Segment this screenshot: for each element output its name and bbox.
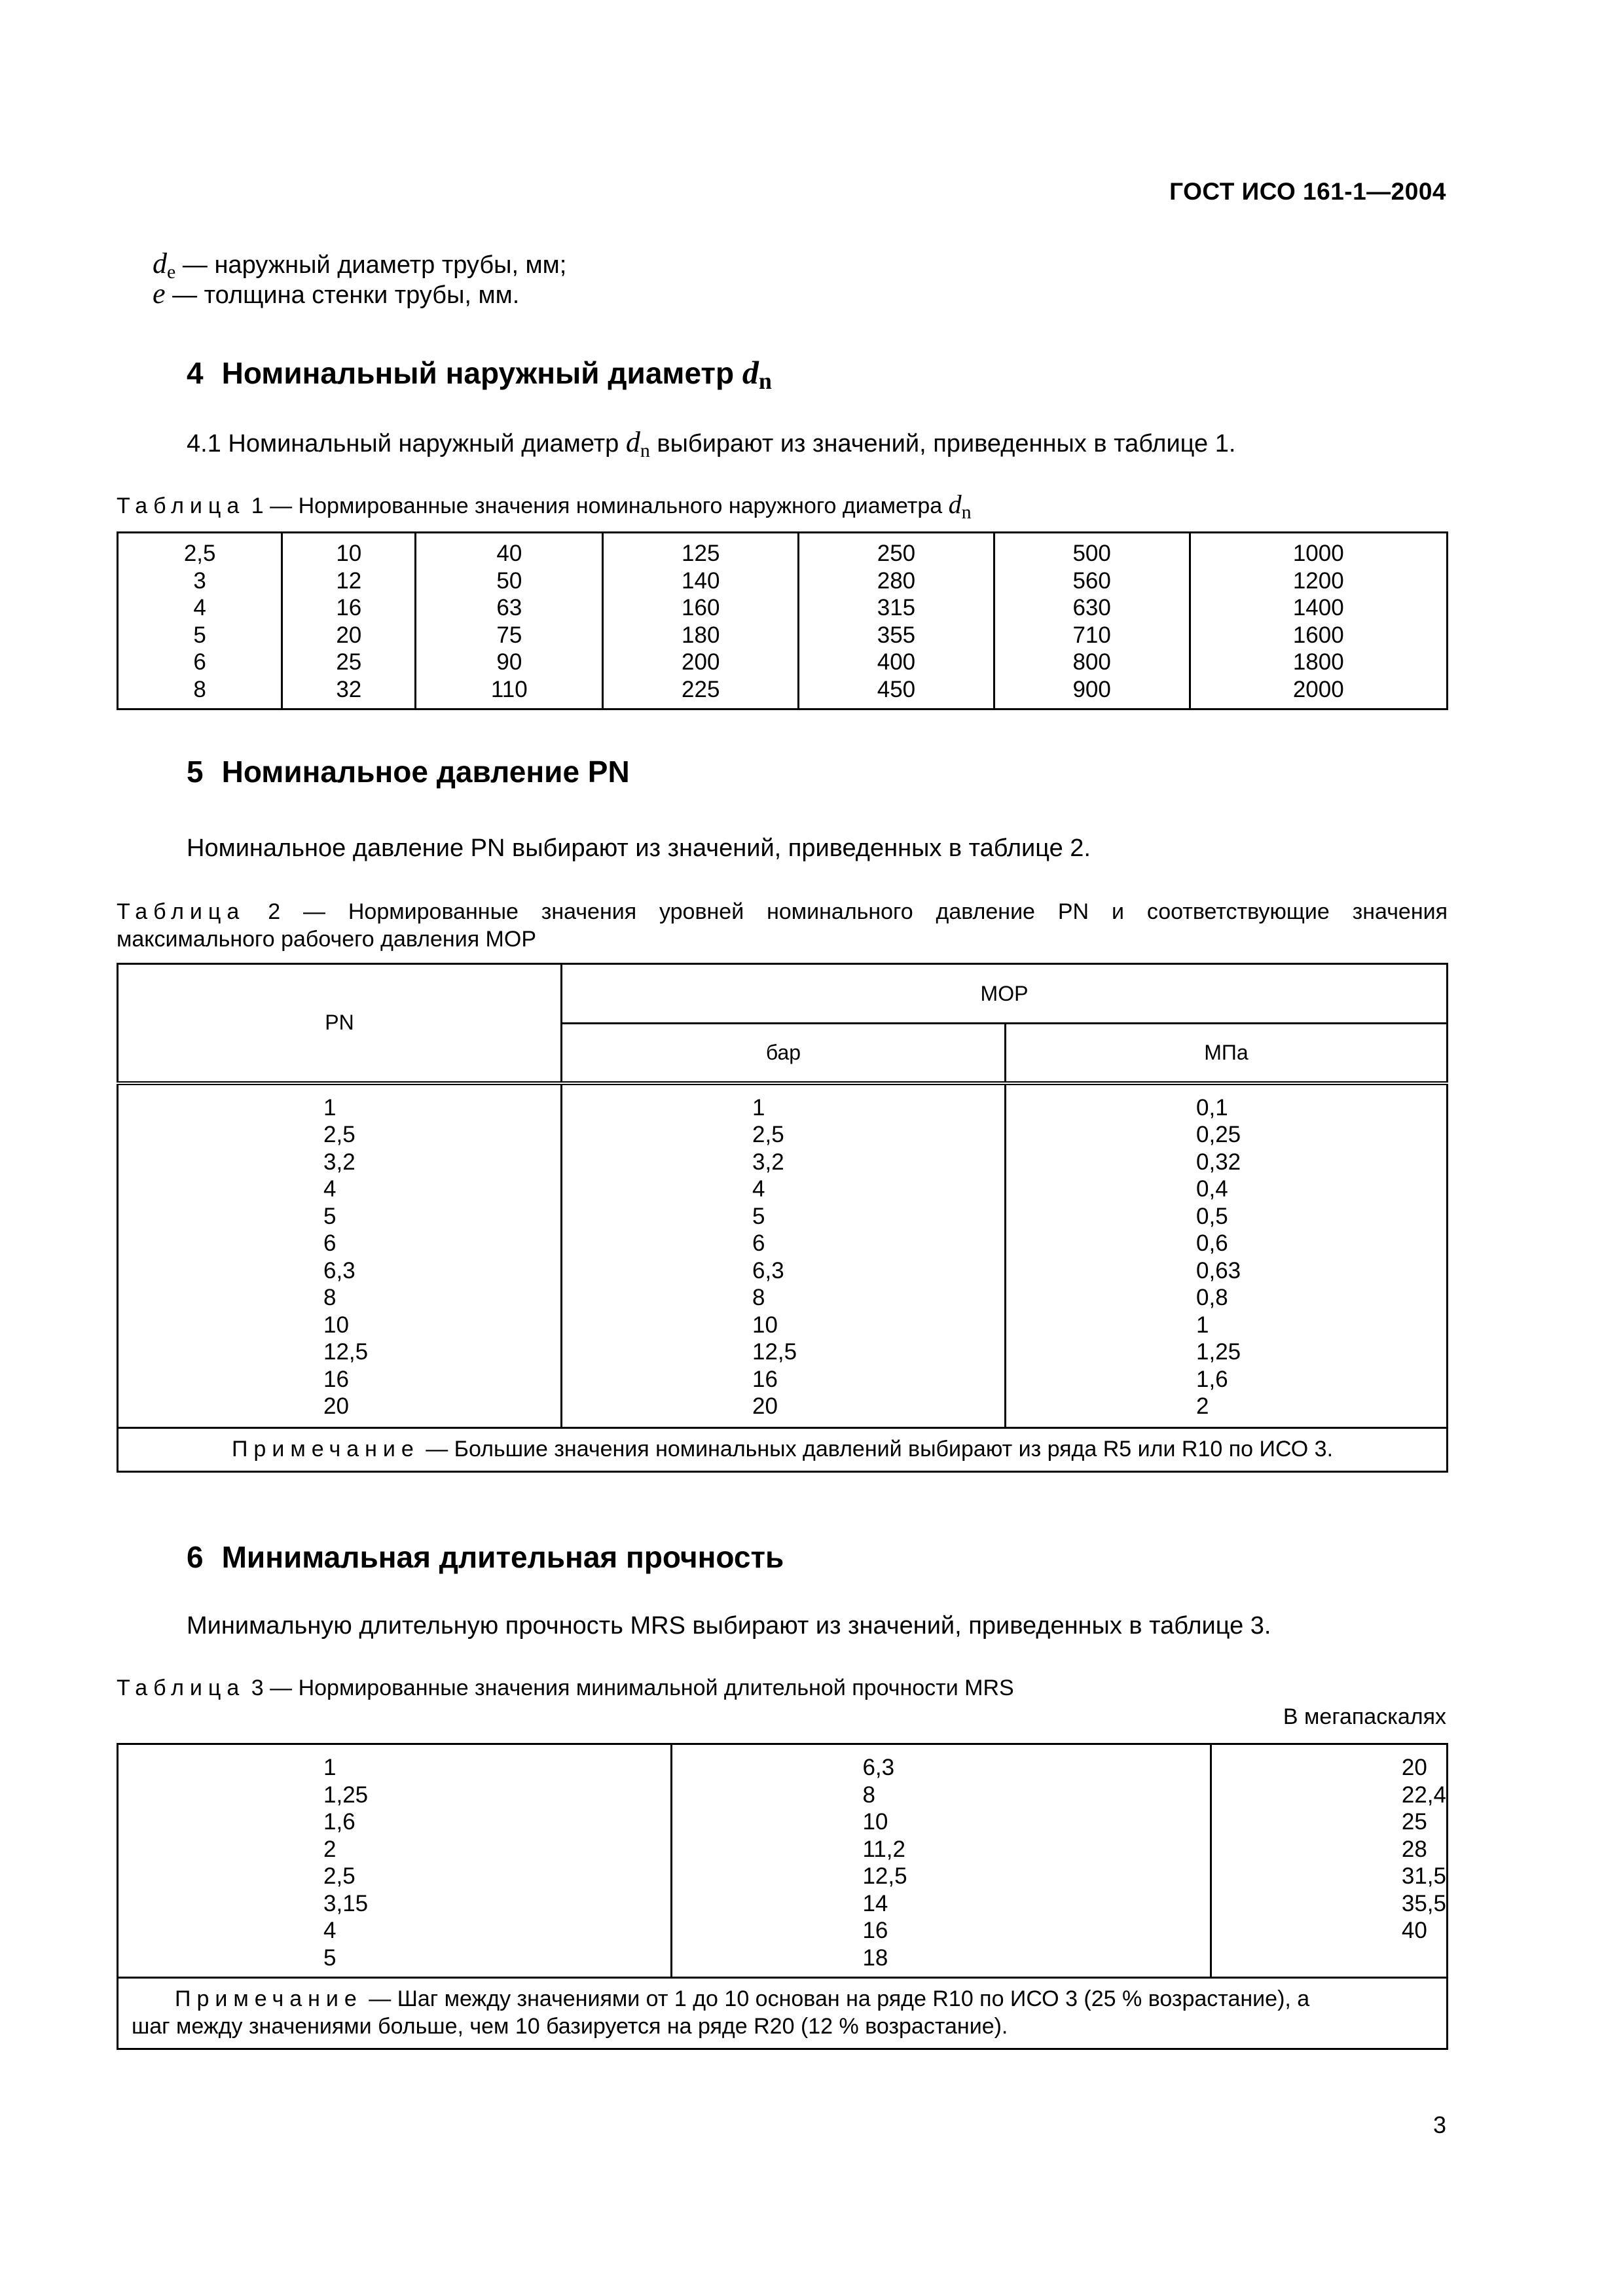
table-cell: 22,4 [1401,1782,1446,1808]
table-1-caption [117,491,1448,526]
table-cell: 225 [682,676,720,702]
table-cell: 1,6 [1196,1366,1228,1392]
section-5-heading [187,754,630,789]
section-number: 5 [187,755,204,789]
table-cell: 20 [336,622,362,648]
table-cell: 3,15 [323,1890,369,1916]
table-note-row [118,1978,1448,2049]
note-line-1 [132,1985,1433,2013]
column-3 [1211,1744,1447,1978]
table-cell: 20 [752,1393,778,1419]
section-number: 6 [187,1540,204,1574]
caption-text: 3 — Нормированные значения минимальной длительной прочности MRS [251,1676,1014,1700]
table-1-column-4 [603,533,799,709]
table-cell: 25 [336,649,362,675]
table-3-caption [117,1674,1448,1702]
table-cell: 10 [336,541,362,566]
para-symbol-subscript: n [640,440,650,461]
table-1-column-3 [416,533,603,709]
table-cell: 12,5 [752,1339,797,1365]
table-cell: 32 [336,676,362,702]
table-cell: 10 [752,1312,778,1338]
column-1 [118,1744,672,1978]
table-cell: 125 [682,541,720,566]
table-cell: 1,25 [1196,1339,1241,1365]
table-cell: 1,6 [323,1809,356,1835]
table-cell: 0,32 [1196,1149,1241,1175]
table-cell: 4 [193,595,206,620]
table-cell: 0,25 [1196,1122,1241,1147]
table-cell: 6,3 [323,1257,356,1283]
table-cell: 560 [1072,567,1111,594]
table-cell: 12 [336,567,362,594]
table-cell: 75 [496,622,522,648]
table-cell: 250 [877,541,916,566]
table-cell: 355 [877,622,916,648]
table-cell: 35,5 [1401,1890,1446,1916]
heading-symbol: d [742,354,759,391]
paragraph-4-1 [187,425,1235,462]
table-cell: 1600 [1292,622,1344,648]
header-pn: PN [118,964,562,1083]
table-label: Таблица [117,1676,246,1700]
table-note [118,1427,1448,1471]
table-1-column-6 [994,533,1190,709]
table-cell: 710 [1072,622,1111,648]
paragraph-6: Минимальную длительную прочность MRS выбирают из значений, приведенных в таблице 3. [187,1612,1271,1640]
note-label: Примечание [231,1436,420,1462]
table-cell: 1400 [1292,595,1344,620]
table-3-unit: В мегапаскалях [1283,1704,1446,1729]
table-cell: 1 [752,1094,765,1121]
table-cell: 110 [490,676,528,702]
standard-designation: ГОСТ ИСО 161-1—2004 [1169,178,1446,205]
column-2 [672,1744,1211,1978]
table-cell: 500 [1072,541,1111,566]
caption-line-2: максимального рабочего давления MOP [117,927,537,952]
table-row [118,533,1448,709]
table-cell: 28 [1401,1836,1427,1862]
table-cell: 6 [193,649,206,675]
table-cell: 4 [323,1176,337,1202]
caption-symbol-subscript: n [961,501,972,523]
paragraph-5: Номинальное давление PN выбирают из значений, приведенных в таблице 2. [187,834,1091,862]
table-cell: 20 [323,1393,349,1419]
table-cell: 3,2 [323,1149,356,1175]
table-cell: 200 [682,649,720,675]
table-cell: 10 [323,1312,349,1338]
table-cell: 8 [323,1285,337,1310]
column-bar [562,1083,1006,1428]
table-cell: 315 [877,595,916,620]
table-cell: 16 [752,1366,778,1392]
symbol: d [153,247,167,279]
note-line-2: шаг между значениями больше, чем 10 базируется на ряде R20 (12 % возрастание). [132,2014,1008,2039]
table-2 [117,963,1448,1473]
table-cell: 140 [682,567,720,594]
table-cell: 5 [323,1203,337,1229]
table-header-row [118,964,1448,1024]
table-cell: 180 [682,622,720,648]
table-cell: 0,63 [1196,1257,1241,1283]
caption-symbol: d [948,490,962,519]
table-cell: 2 [323,1836,337,1862]
table-cell: 0,6 [1196,1230,1228,1256]
table-cell: 1,25 [323,1782,369,1808]
table-cell: 1000 [1292,541,1344,566]
header-mpa: МПа [1006,1024,1448,1083]
table-note-row [118,1427,1448,1471]
caption-text: 1 — Нормированные значения номинального наружного диаметра [251,493,949,518]
table-cell: 2,5 [323,1863,356,1889]
table-cell: 280 [877,567,916,594]
table-1-column-7 [1190,533,1447,709]
table-cell: 18 [862,1945,888,1971]
table-cell: 6 [323,1230,337,1256]
section-4-heading [187,353,772,395]
table-cell: 160 [682,595,720,620]
note-label: Примечание [175,1986,363,2011]
caption-text: 2 — Нормированные значения уровней номинального давление PN и соответствующие значения [268,899,1448,924]
table-cell: 8 [193,676,206,702]
para-symbol: d [625,426,640,458]
table-cell: 5 [323,1945,337,1971]
table-1-column-5 [799,533,994,709]
table-cell: 25 [1401,1809,1427,1835]
table-cell: 10 [862,1809,888,1835]
table-cell: 2 [1196,1393,1209,1419]
para-text-end: выбирают из значений, приведенных в таблице 1. [649,430,1236,457]
table-cell: 11,2 [862,1836,905,1862]
table-cell: 6 [752,1230,765,1256]
table-cell: 2,5 [183,541,216,566]
table-3 [117,1743,1448,2050]
table-cell: 4 [323,1918,337,1943]
header-mop: MOP [562,964,1448,1024]
table-cell: 5 [752,1203,765,1229]
definition-e [153,279,519,310]
table-cell: 3 [193,567,206,594]
table-cell: 31,5 [1401,1863,1446,1889]
table-cell: 40 [1401,1918,1427,1943]
table-cell: 0,8 [1196,1285,1228,1310]
table-cell: 6,3 [862,1755,895,1780]
table-1-column-2 [282,533,416,709]
table-cell: 6,3 [752,1257,784,1283]
symbol: e [153,278,166,310]
table-cell: 1 [323,1094,337,1121]
heading-symbol-subscript: n [758,368,772,394]
table-1 [117,531,1448,710]
table-cell: 0,1 [1196,1094,1228,1121]
table-cell: 40 [496,541,522,566]
section-title: Номинальный наружный диаметр [221,356,742,390]
table-body-row [118,1744,1448,1978]
table-cell: 1 [323,1755,337,1780]
table-1-column-1 [118,533,282,709]
table-cell: 12,5 [862,1863,907,1889]
table-cell: 50 [496,567,522,594]
table-cell: 5 [193,622,206,648]
table-2-caption [117,898,1448,953]
table-label: Таблица [117,899,246,924]
para-text: 4.1 Номинальный наружный диаметр [187,430,626,457]
table-cell: 63 [496,595,522,620]
section-number: 4 [187,356,204,390]
table-cell: 8 [862,1782,875,1808]
table-cell: 16 [323,1366,349,1392]
column-mpa [1006,1083,1448,1428]
note-text: — Шаг между значениями от 1 до 10 основан на ряде R10 по ИСО 3 (25 % возрастание), а [362,1986,1310,2011]
table-cell: 630 [1072,595,1111,620]
table-cell: 90 [496,649,522,675]
table-cell: 1 [1196,1312,1209,1338]
table-cell: 2000 [1292,676,1344,702]
definition-text: — наружный диаметр трубы, мм; [175,251,567,279]
table-cell: 400 [877,649,916,675]
table-cell: 14 [862,1890,888,1916]
column-pn [118,1083,562,1428]
section-6-heading [187,1539,784,1575]
table-note [118,1978,1448,2049]
table-cell: 2,5 [752,1122,784,1147]
section-title: Минимальная длительная прочность [221,1540,784,1574]
table-body-row [118,1083,1448,1428]
page-number: 3 [1432,2111,1446,2138]
table-cell: 16 [862,1918,888,1943]
table-cell: 450 [877,676,916,702]
table-cell: 20 [1401,1755,1427,1780]
section-title: Номинальное давление PN [221,755,630,789]
table-cell: 0,5 [1196,1203,1228,1229]
table-cell: 1800 [1292,649,1344,675]
table-cell: 800 [1072,649,1111,675]
table-cell: 4 [752,1176,765,1202]
table-cell: 2,5 [323,1122,356,1147]
caption-line-1 [117,898,1448,925]
table-cell: 1200 [1292,567,1344,594]
table-cell: 0,4 [1196,1176,1228,1202]
symbol-subscript: e [167,261,176,283]
header-bar: бар [562,1024,1006,1083]
table-cell: 900 [1072,676,1111,702]
table-label: Таблица [117,493,246,518]
table-cell: 8 [752,1285,765,1310]
definition-text: — толщина стенки трубы, мм. [165,281,520,309]
table-cell: 3,2 [752,1149,784,1175]
note-text: — Большие значения номинальных давлений выбирают из ряда R5 или R10 по ИСО 3. [419,1436,1334,1462]
table-cell: 16 [336,595,362,620]
table-cell: 12,5 [323,1339,369,1365]
